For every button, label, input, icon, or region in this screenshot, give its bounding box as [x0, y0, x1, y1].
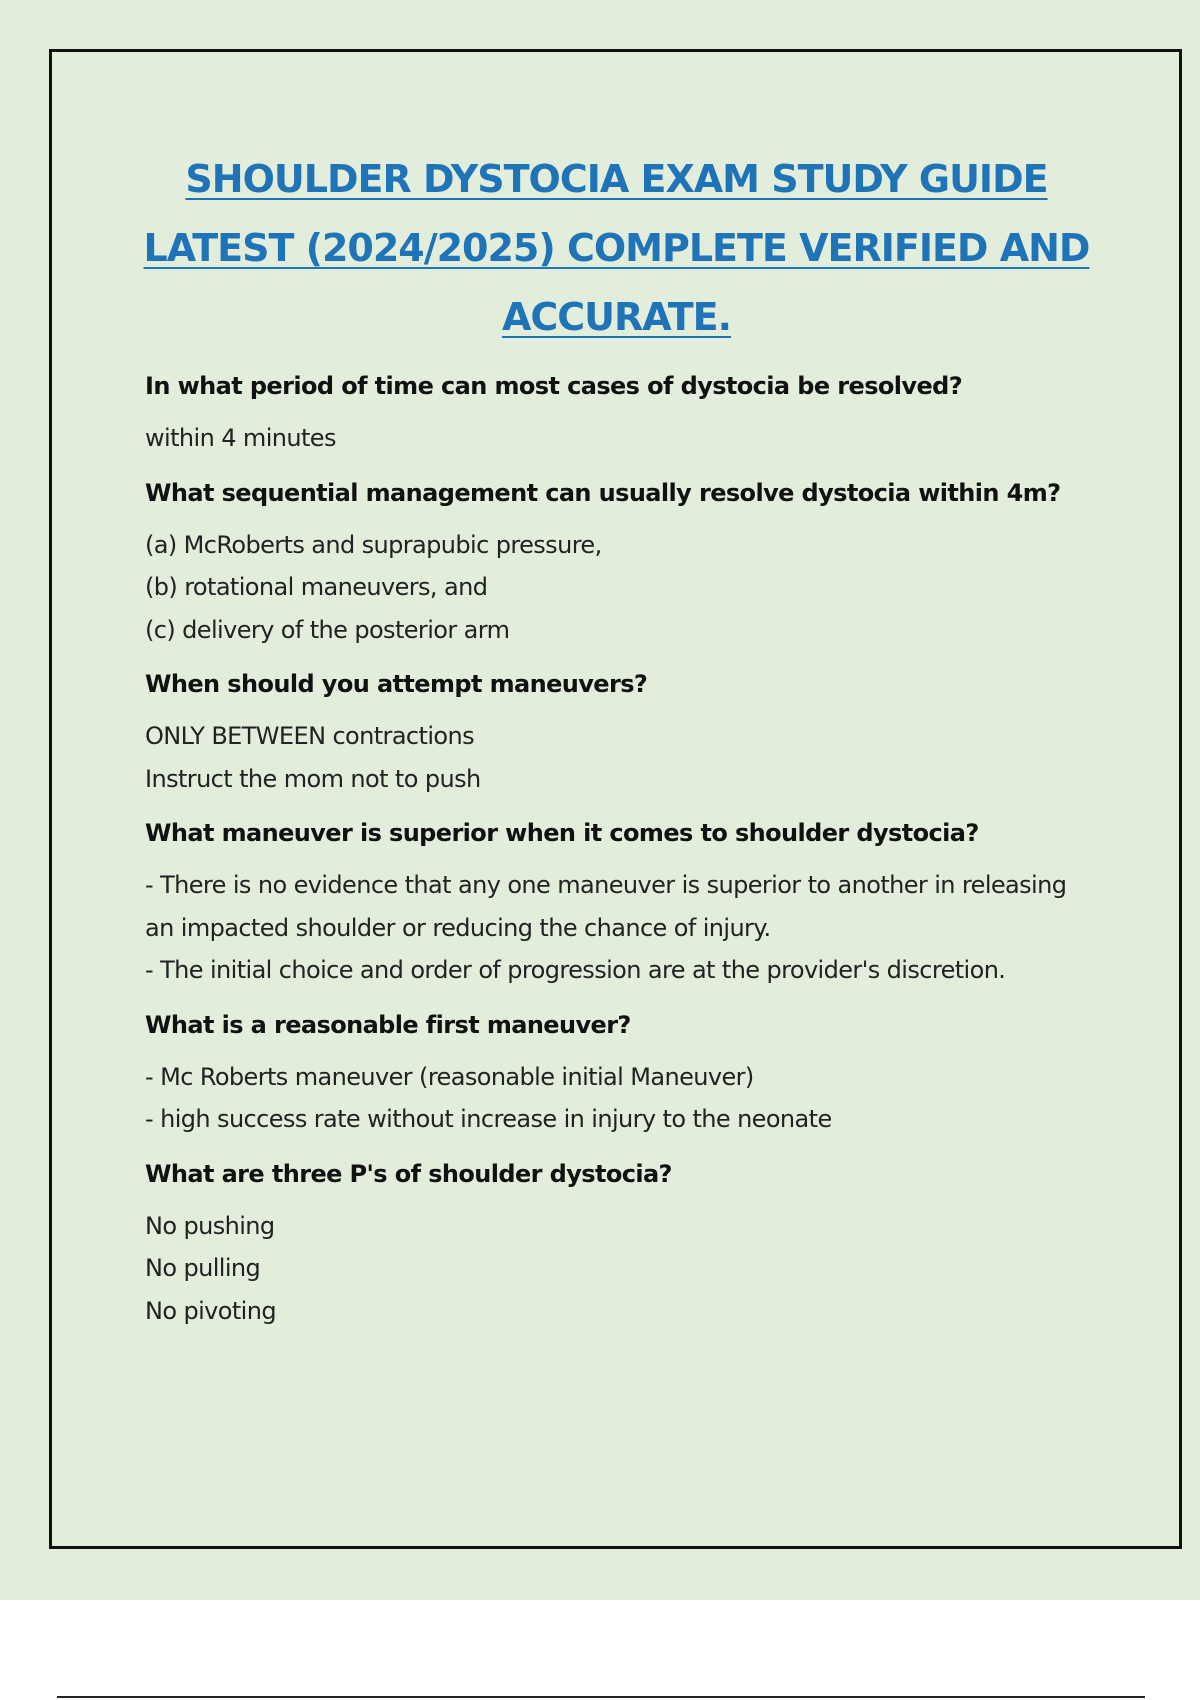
answer	[145, 524, 1105, 652]
page-divider	[57, 1696, 1145, 1698]
answer-line: No pulling	[145, 1254, 261, 1282]
title-line-3: ACCURATE.	[501, 295, 732, 339]
question: What are three P's of shoulder dystocia?	[145, 1159, 672, 1188]
answer-line: - There is no evidence that any one maneuver is superior to another in releasing	[145, 871, 1067, 899]
answer-line: - Mc Roberts maneuver (reasonable initial Maneuver)	[145, 1062, 754, 1091]
answer-line: an impacted shoulder or reducing the chance of injury.	[145, 913, 771, 942]
document-title	[100, 145, 1133, 352]
question: What maneuver is superior when it comes to shoulder dystocia?	[145, 819, 979, 847]
answer-line: (a) McRoberts and suprapubic pressure,	[145, 530, 602, 559]
qa-list	[145, 365, 1105, 1344]
title-line-2: LATEST (2024/2025) COMPLETE VERIFIED AND	[143, 226, 1090, 270]
answer	[145, 864, 1105, 992]
answer-line: within 4 minutes	[145, 424, 336, 452]
answer	[145, 1056, 1105, 1141]
answer-line: - high success rate without increase in injury to the neonate	[145, 1105, 832, 1133]
qa-item	[145, 663, 1105, 800]
answer-line: No pushing	[145, 1211, 275, 1240]
question: What sequential management can usually resolve dystocia within 4m?	[145, 478, 1061, 507]
answer	[145, 1205, 1105, 1333]
qa-item	[145, 472, 1105, 652]
qa-item	[145, 1153, 1105, 1333]
question: In what period of time can most cases of dystocia be resolved?	[145, 372, 963, 400]
answer-line: - The initial choice and order of progression are at the provider's discretion.	[145, 956, 1006, 984]
answer-line: (b) rotational maneuvers, and	[145, 573, 488, 601]
answer	[145, 417, 1105, 460]
answer-line: No pivoting	[145, 1296, 276, 1325]
title-line-1: SHOULDER DYSTOCIA EXAM STUDY GUIDE	[185, 157, 1048, 201]
answer-line: (c) delivery of the posterior arm	[145, 615, 510, 644]
answer-line: Instruct the mom not to push	[145, 764, 481, 793]
question: When should you attempt maneuvers?	[145, 670, 648, 698]
answer	[145, 715, 1105, 800]
qa-item	[145, 812, 1105, 992]
question: What is a reasonable first maneuver?	[145, 1010, 631, 1039]
qa-item	[145, 365, 1105, 460]
qa-item	[145, 1004, 1105, 1141]
answer-line: ONLY BETWEEN contractions	[145, 722, 474, 750]
